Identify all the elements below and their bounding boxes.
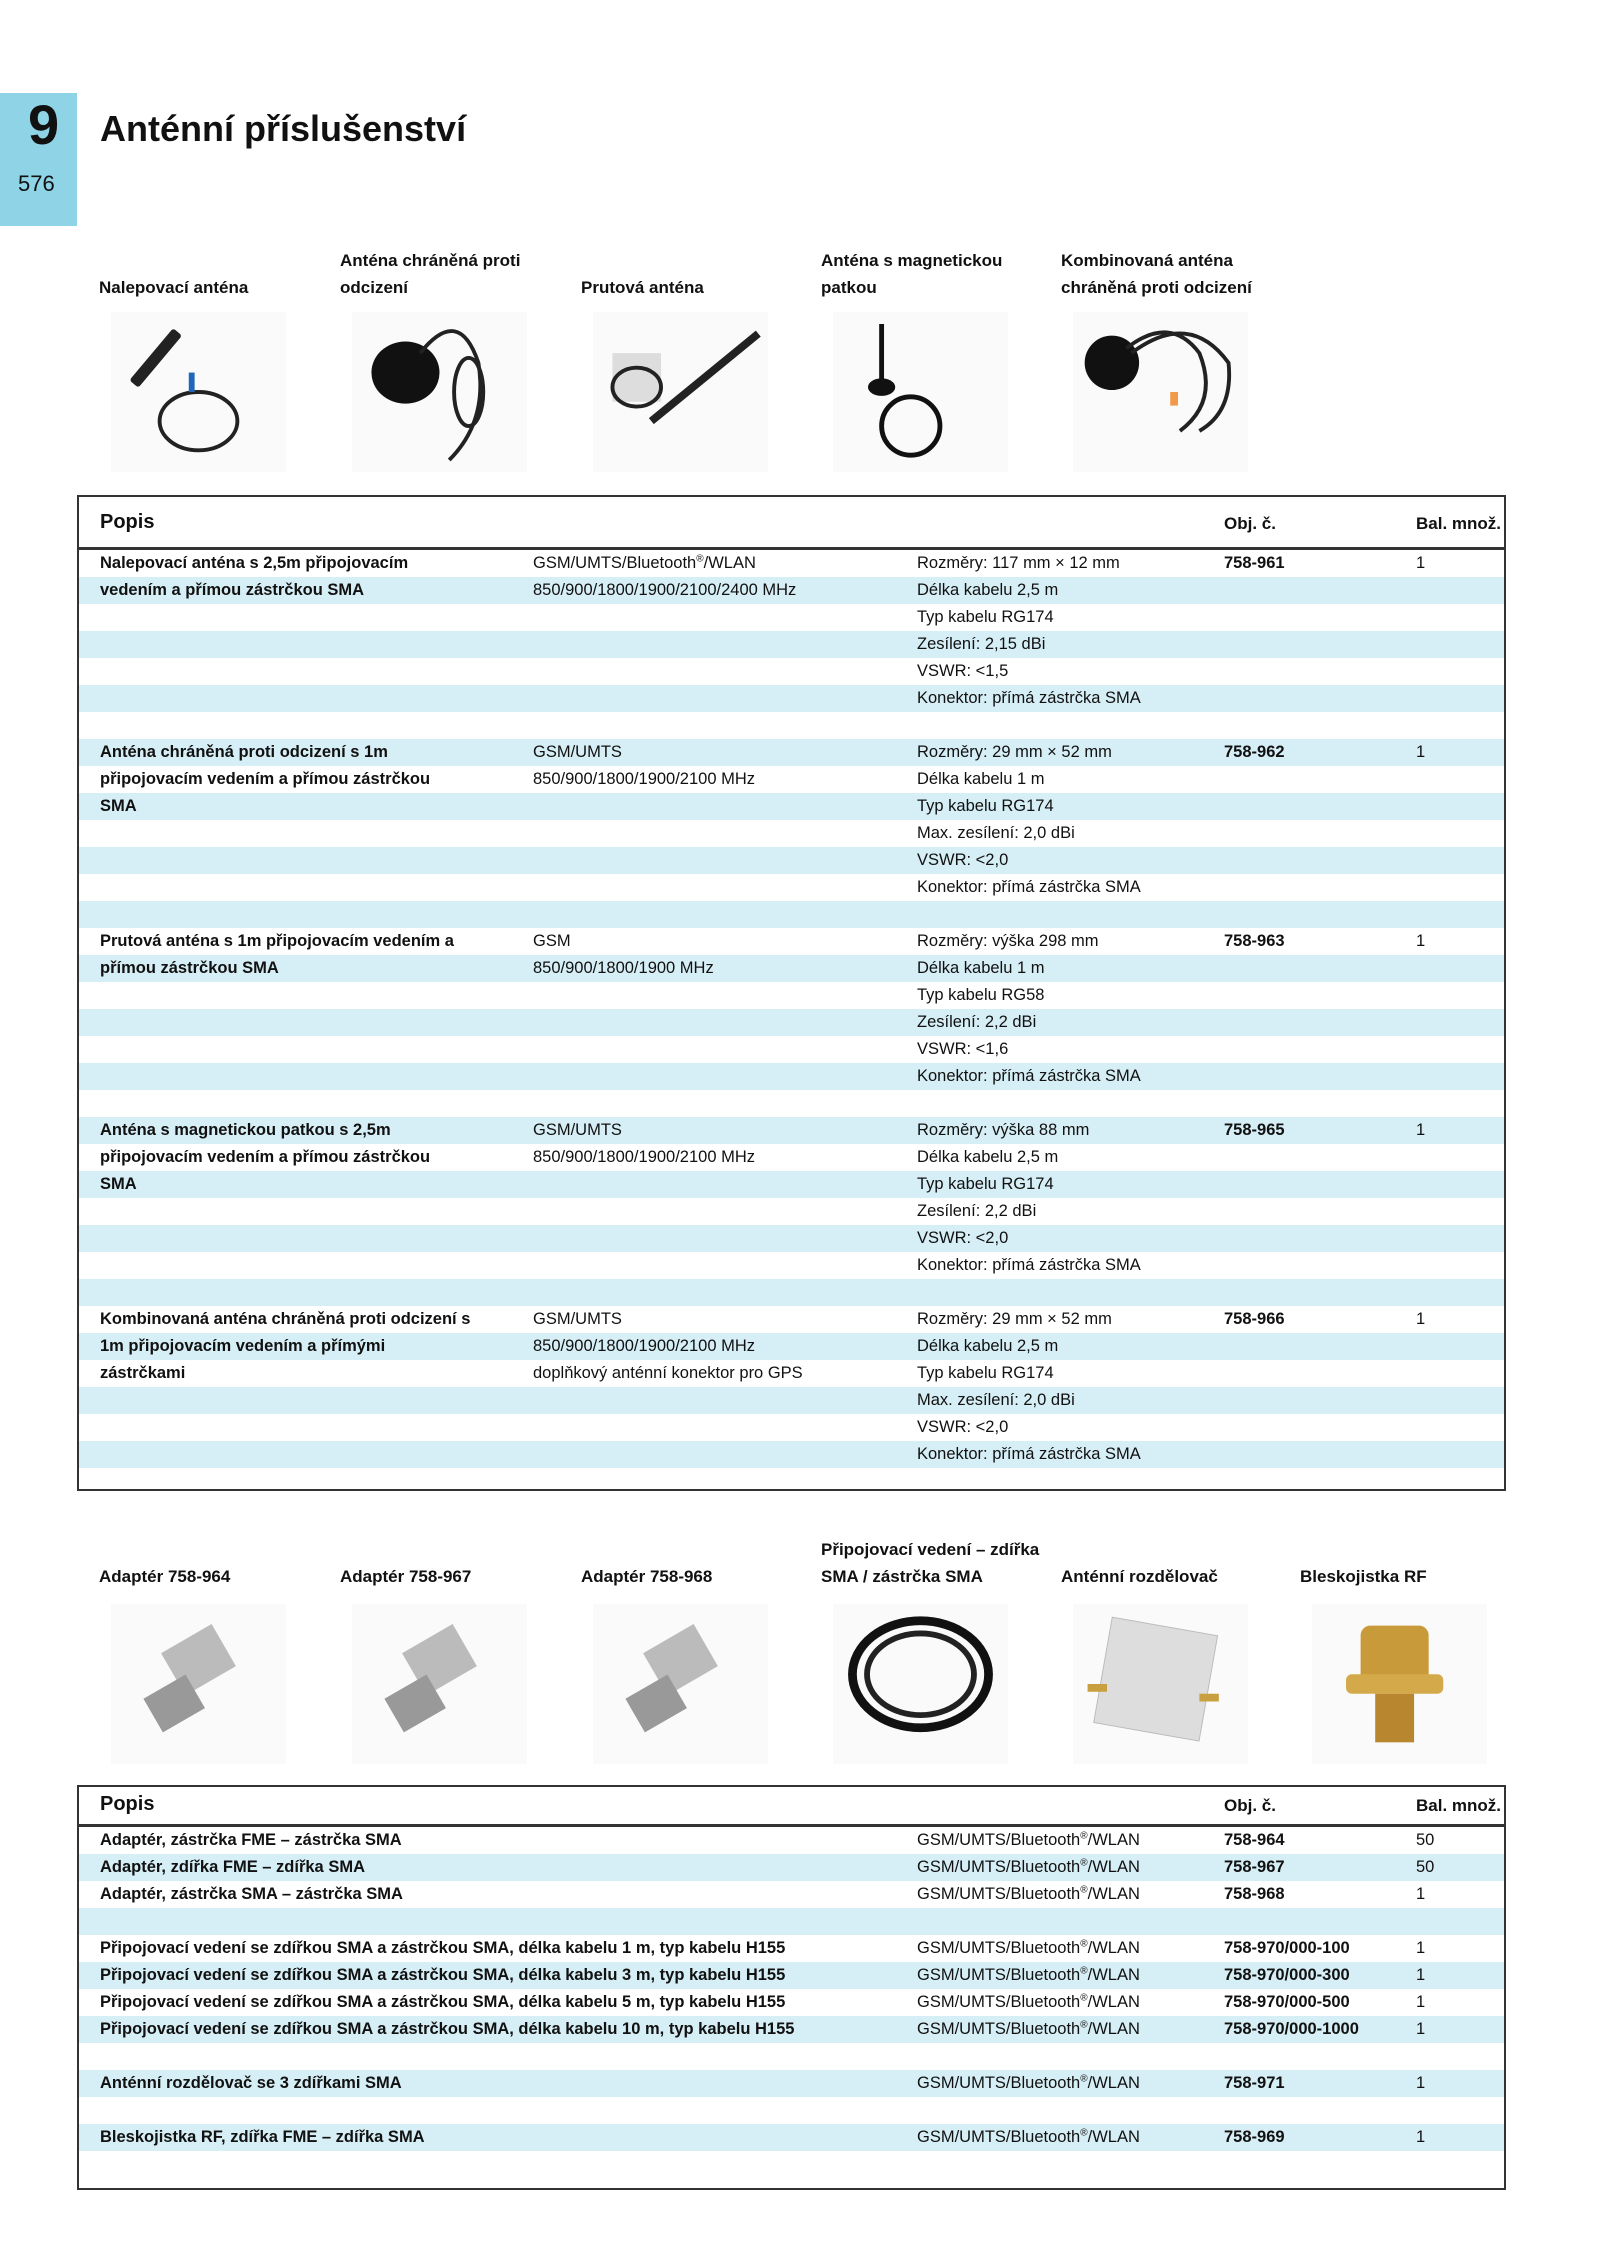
frequency-band: GSM — [533, 932, 571, 950]
splitter-image — [1073, 1604, 1248, 1764]
product-description: zástrčkami — [100, 1364, 186, 1382]
table-row — [79, 1387, 1504, 1414]
product-label: Adaptér 758-964 — [99, 1567, 231, 1586]
chapter-number: 9 — [28, 93, 60, 156]
product-description: 1m připojovacím vedením a přímými — [100, 1337, 386, 1355]
spacer-row — [79, 712, 1504, 739]
table-row — [79, 1252, 1504, 1279]
order-number: 758-964 — [1224, 1831, 1285, 1849]
spacer-row — [79, 2043, 1504, 2070]
product-label: Připojovací vedení – zdířka SMA / zástrčka SMA — [821, 1540, 1040, 1586]
table-row — [79, 577, 1504, 604]
order-number: 758-970/000-1000 — [1224, 2020, 1359, 2038]
specification: Zesílení: 2,15 dBi — [917, 635, 1046, 653]
header-package-qty: Bal. množ. — [1416, 1796, 1502, 1815]
frequency-band: GSM/UMTS/Bluetooth®/WLAN — [917, 1992, 1140, 2011]
table-row — [79, 1333, 1504, 1360]
accessories-table — [77, 1785, 1506, 2190]
table-row — [79, 793, 1504, 820]
package-quantity: 1 — [1416, 1885, 1426, 1903]
table-row — [79, 658, 1504, 685]
specification: Konektor: přímá zástrčka SMA — [917, 1067, 1141, 1085]
frequency-band: GSM/UMTS/Bluetooth®/WLAN — [917, 1965, 1140, 1984]
package-quantity: 1 — [1416, 1966, 1426, 1984]
order-number: 758-970/000-500 — [1224, 1993, 1350, 2011]
specification: Délka kabelu 1 m — [917, 770, 1045, 788]
order-number: 758-962 — [1224, 743, 1285, 761]
table-row — [79, 1989, 1504, 2016]
table-row — [79, 2016, 1504, 2043]
product-description: Připojovací vedení se zdířkou SMA a zástrčkou SMA, délka kabelu 10 m, typ kabelu H155 — [100, 2020, 795, 2038]
spacer-row — [79, 1908, 1504, 1935]
antenna-table — [77, 495, 1506, 1491]
table-row — [79, 685, 1504, 712]
table-row — [79, 1962, 1504, 1989]
table-row — [79, 550, 1504, 577]
frequency-band: 850/900/1800/1900/2100 MHz — [533, 1148, 756, 1166]
frequency-band: 850/900/1800/1900/2100 MHz — [533, 770, 756, 788]
package-quantity: 1 — [1416, 1993, 1426, 2011]
frequency-band: GSM/UMTS/Bluetooth®/WLAN — [917, 2073, 1140, 2092]
spacer-row — [79, 901, 1504, 928]
product-label: Anténa s magnetickou patkou — [821, 251, 1003, 297]
product-label: Nalepovací anténa — [99, 278, 249, 297]
table-row — [79, 874, 1504, 901]
specification: Max. zesílení: 2,0 dBi — [917, 824, 1075, 842]
adhesive-antenna-image — [111, 312, 286, 472]
product-description: připojovacím vedením a přímou zástrčkou — [100, 770, 431, 788]
frequency-band: GSM/UMTS/Bluetooth®/WLAN — [917, 1830, 1140, 1849]
table-row — [79, 982, 1504, 1009]
frequency-band: GSM/UMTS/Bluetooth®/WLAN — [917, 1938, 1140, 1957]
package-quantity: 1 — [1416, 1939, 1426, 1957]
specification: VSWR: <1,5 — [917, 662, 1009, 680]
order-number: 758-963 — [1224, 932, 1285, 950]
header-package-qty: Bal. množ. — [1416, 514, 1502, 533]
frequency-band: GSM/UMTS/Bluetooth®/WLAN — [533, 553, 756, 572]
table-row — [79, 1827, 1504, 1854]
table-row — [79, 1036, 1504, 1063]
table-row — [79, 1360, 1504, 1387]
package-quantity: 1 — [1416, 554, 1426, 572]
rod-antenna-image — [593, 312, 768, 472]
product-label: Prutová anténa — [581, 278, 704, 297]
specification: Délka kabelu 2,5 m — [917, 581, 1059, 599]
frequency-band: GSM/UMTS/Bluetooth®/WLAN — [917, 2127, 1140, 2146]
frequency-band: doplňkový anténní konektor pro GPS — [533, 1364, 803, 1382]
product-description: Anténa chráněná proti odcizení s 1m — [100, 743, 388, 761]
product-description: Prutová anténa s 1m připojovacím vedením a — [100, 932, 454, 950]
package-quantity: 1 — [1416, 2128, 1426, 2146]
header-description: Popis — [100, 511, 155, 533]
specification: VSWR: <2,0 — [917, 1229, 1009, 1247]
package-quantity: 1 — [1416, 2020, 1426, 2038]
product-description: Připojovací vedení se zdířkou SMA a zástrčkou SMA, délka kabelu 5 m, typ kabelu H155 — [100, 1993, 786, 2011]
header-description: Popis — [100, 1793, 155, 1815]
adapter-image — [111, 1604, 286, 1764]
order-number: 758-970/000-300 — [1224, 1966, 1350, 1984]
package-quantity: 1 — [1416, 932, 1426, 950]
frequency-band: GSM/UMTS — [533, 1310, 622, 1328]
frequency-band: GSM/UMTS — [533, 1121, 622, 1139]
product-description: Anténa s magnetickou patkou s 2,5m — [100, 1121, 391, 1139]
table-row — [79, 820, 1504, 847]
product-description: SMA — [100, 1175, 137, 1193]
product-description: Adaptér, zdířka FME – zdířka SMA — [100, 1858, 365, 1876]
package-quantity: 1 — [1416, 1121, 1426, 1139]
product-label: Adaptér 758-967 — [340, 1567, 472, 1586]
page-number: 576 — [18, 171, 55, 196]
antitheft-antenna-image — [352, 312, 527, 472]
order-number: 758-969 — [1224, 2128, 1285, 2146]
specification: Rozměry: výška 88 mm — [917, 1121, 1090, 1139]
adapter-image — [352, 1604, 527, 1764]
spacer-row — [79, 1468, 1504, 1495]
product-description: SMA — [100, 797, 137, 815]
table-row — [79, 1063, 1504, 1090]
order-number: 758-968 — [1224, 1885, 1285, 1903]
product-description: připojovacím vedením a přímou zástrčkou — [100, 1148, 431, 1166]
frequency-band: GSM/UMTS/Bluetooth®/WLAN — [917, 1884, 1140, 1903]
order-number: 758-971 — [1224, 2074, 1285, 2092]
specification: Délka kabelu 2,5 m — [917, 1337, 1059, 1355]
specification: Konektor: přímá zástrčka SMA — [917, 1256, 1141, 1274]
table-row — [79, 604, 1504, 631]
chapter-tab — [0, 93, 77, 226]
specification: Typ kabelu RG174 — [917, 608, 1054, 626]
specification: Délka kabelu 2,5 m — [917, 1148, 1059, 1166]
table-row — [79, 766, 1504, 793]
table-row — [79, 1881, 1504, 1908]
order-number: 758-967 — [1224, 1858, 1285, 1876]
frequency-band: 850/900/1800/1900/2100/2400 MHz — [533, 581, 797, 599]
table-row — [79, 1441, 1504, 1468]
order-number: 758-966 — [1224, 1310, 1285, 1328]
package-quantity: 1 — [1416, 1310, 1426, 1328]
table-row — [79, 1144, 1504, 1171]
frequency-band: 850/900/1800/1900 MHz — [533, 959, 714, 977]
product-label: Kombinovaná anténa chráněná proti odcizení — [1061, 251, 1252, 297]
package-quantity: 50 — [1416, 1831, 1435, 1849]
page-title: Anténní příslušenství — [100, 108, 467, 149]
frequency-band: GSM/UMTS — [533, 743, 622, 761]
table-row — [79, 847, 1504, 874]
spacer-row — [79, 1090, 1504, 1117]
frequency-band: GSM/UMTS/Bluetooth®/WLAN — [917, 2019, 1140, 2038]
table-row — [79, 955, 1504, 982]
specification: VSWR: <1,6 — [917, 1040, 1009, 1058]
table-header — [79, 1787, 1504, 1827]
table-row — [79, 1306, 1504, 1333]
specification: Konektor: přímá zástrčka SMA — [917, 689, 1141, 707]
specification: Rozměry: 29 mm × 52 mm — [917, 1310, 1112, 1328]
specification: Rozměry: výška 298 mm — [917, 932, 1099, 950]
table-row — [79, 2124, 1504, 2151]
specification: Typ kabelu RG174 — [917, 1175, 1054, 1193]
product-description: Adaptér, zástrčka SMA – zástrčka SMA — [100, 1885, 403, 1903]
package-quantity: 1 — [1416, 743, 1426, 761]
product-label: Adaptér 758-968 — [581, 1567, 713, 1586]
product-description: Kombinovaná anténa chráněná proti odcizení s — [100, 1310, 471, 1328]
table-row — [79, 739, 1504, 766]
specification: Konektor: přímá zástrčka SMA — [917, 878, 1141, 896]
header-order-number: Obj. č. — [1224, 514, 1276, 533]
table-row — [79, 928, 1504, 955]
product-label: Anténa chráněná proti odcizení — [340, 251, 521, 297]
package-quantity: 1 — [1416, 2074, 1426, 2092]
specification: Zesílení: 2,2 dBi — [917, 1013, 1037, 1031]
table-row — [79, 1009, 1504, 1036]
specification: Max. zesílení: 2,0 dBi — [917, 1391, 1075, 1409]
table-row — [79, 1414, 1504, 1441]
table-row — [79, 1117, 1504, 1144]
cable-image — [833, 1604, 1008, 1764]
specification: VSWR: <2,0 — [917, 851, 1009, 869]
specification: Konektor: přímá zástrčka SMA — [917, 1445, 1141, 1463]
product-description: přímou zástrčkou SMA — [100, 959, 279, 977]
package-quantity: 50 — [1416, 1858, 1435, 1876]
order-number: 758-961 — [1224, 554, 1285, 572]
table-row — [79, 631, 1504, 658]
table-row — [79, 2070, 1504, 2097]
specification: Typ kabelu RG58 — [917, 986, 1045, 1004]
specification: Rozměry: 29 mm × 52 mm — [917, 743, 1112, 761]
table-row — [79, 1198, 1504, 1225]
specification: Typ kabelu RG174 — [917, 797, 1054, 815]
frequency-band: 850/900/1800/1900/2100 MHz — [533, 1337, 756, 1355]
product-description: Adaptér, zástrčka FME – zástrčka SMA — [100, 1831, 402, 1849]
table-header — [79, 497, 1504, 550]
table-row — [79, 1854, 1504, 1881]
product-description: Připojovací vedení se zdířkou SMA a zástrčkou SMA, délka kabelu 1 m, typ kabelu H155 — [100, 1939, 786, 1957]
specification: VSWR: <2,0 — [917, 1418, 1009, 1436]
table-row — [79, 1225, 1504, 1252]
frequency-band: GSM/UMTS/Bluetooth®/WLAN — [917, 1857, 1140, 1876]
specification: Zesílení: 2,2 dBi — [917, 1202, 1037, 1220]
table-row — [79, 1935, 1504, 1962]
product-description: Anténní rozdělovač se 3 zdířkami SMA — [100, 2074, 402, 2092]
lightning-arrester-image — [1312, 1604, 1487, 1764]
specification: Typ kabelu RG174 — [917, 1364, 1054, 1382]
magnetic-antenna-image — [833, 312, 1008, 472]
specification: Rozměry: 117 mm × 12 mm — [917, 554, 1120, 572]
product-label: Bleskojistka RF — [1300, 1567, 1427, 1586]
product-description: Bleskojistka RF, zdířka FME – zdířka SMA — [100, 2128, 425, 2146]
product-description: vedením a přímou zástrčkou SMA — [100, 581, 365, 599]
spacer-row — [79, 1279, 1504, 1306]
combined-antenna-image — [1073, 312, 1248, 472]
header-order-number: Obj. č. — [1224, 1796, 1276, 1815]
spacer-row — [79, 2097, 1504, 2124]
product-description: Nalepovací anténa s 2,5m připojovacím — [100, 554, 409, 572]
product-description: Připojovací vedení se zdířkou SMA a zástrčkou SMA, délka kabelu 3 m, typ kabelu H155 — [100, 1966, 786, 1984]
specification: Délka kabelu 1 m — [917, 959, 1045, 977]
order-number: 758-970/000-100 — [1224, 1939, 1350, 1957]
table-row — [79, 1171, 1504, 1198]
adapter-image — [593, 1604, 768, 1764]
order-number: 758-965 — [1224, 1121, 1285, 1139]
product-label: Anténní rozdělovač — [1061, 1567, 1218, 1586]
